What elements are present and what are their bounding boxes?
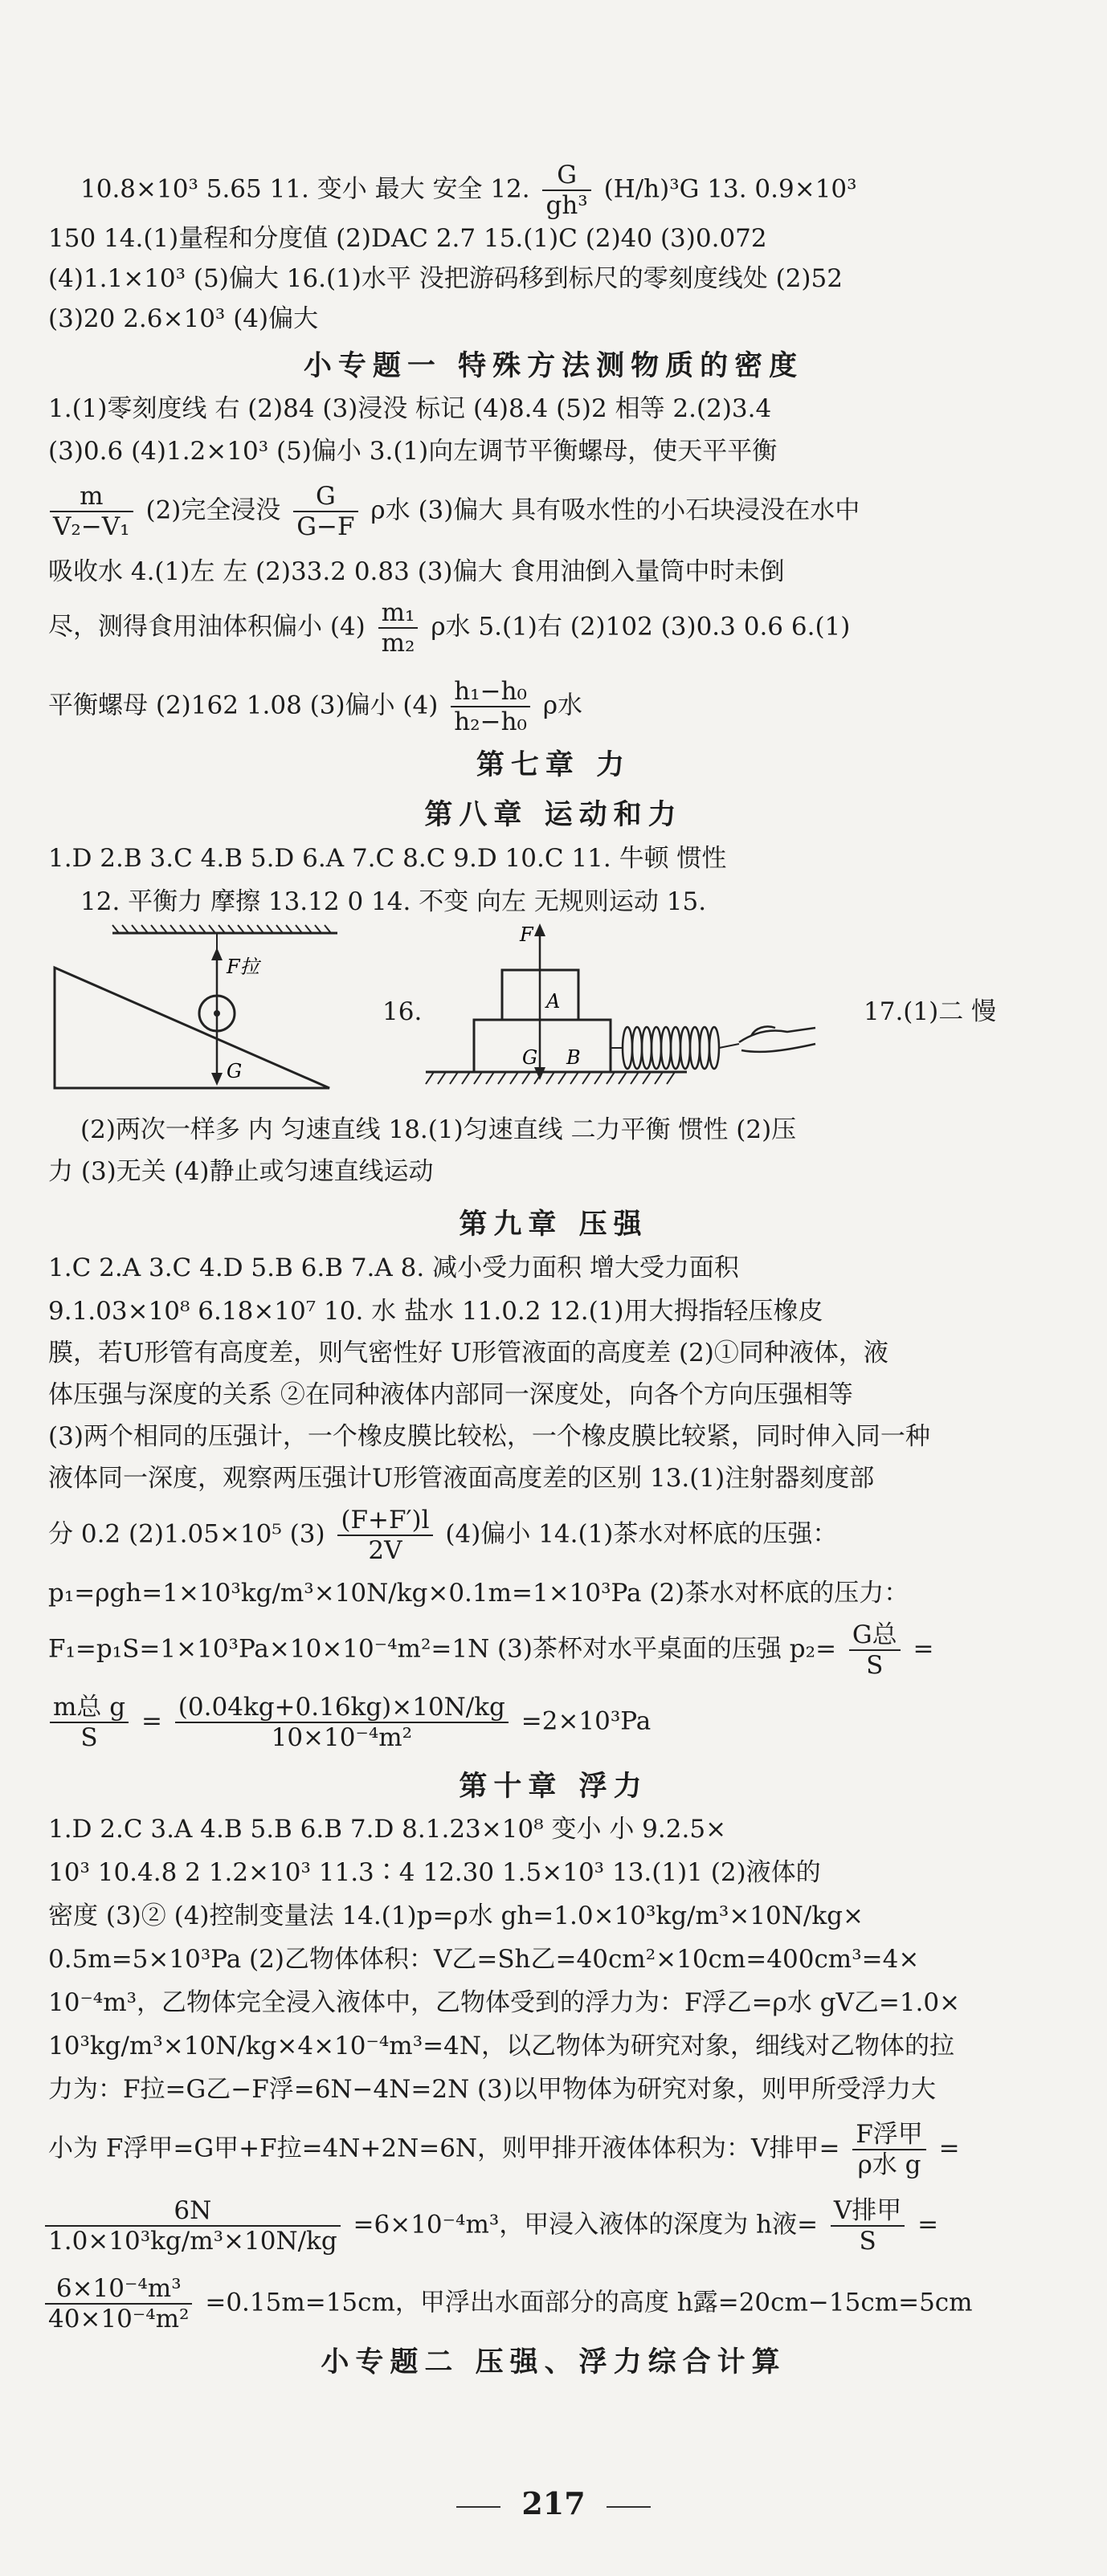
text-line: 力 (3)无关 (4)静止或匀速直线运动 (48, 1157, 434, 1186)
text-line: 力为：F拉=G乙−F浮=6N−4N=2N (3)以甲物体为研究对象，则甲所受浮力大 (48, 2075, 936, 2104)
text-line: $\frac{m}{\text{V₂−V₁}}$ (2)完全浸没 $\frac{G}{G-F}$ ρ水 (3)偏大 具有吸水性的小石块浸没在水中 (45, 482, 860, 541)
fraction: m总 g S (50, 1693, 129, 1752)
text-line: 液体同一深度，观察两压强计U形管液面高度差的区别 13.(1)注射器刻度部 (48, 1464, 875, 1493)
chapter-title: 第九章 压强 (459, 1208, 648, 1241)
question-number: 16. (382, 997, 423, 1026)
force-label: F (520, 923, 533, 946)
chapter-title: 第十章 浮力 (459, 1770, 648, 1803)
text-line: 小为 F浮甲=G甲+F拉=4N+2N=6N，则甲排开液体体积为：V排甲= F浮甲 ρ水 g = (48, 2120, 960, 2179)
gravity-label: G (522, 1046, 538, 1069)
divider (607, 2506, 651, 2508)
page-number: 217 (0, 2485, 1107, 2521)
fraction: $\frac{\text{m₁}}{\text{m₂}}$ (378, 598, 419, 658)
text-line: m总 g S = $\frac{(0.04kg+0.16kg)\times 10N/kg}{\text{10×10⁻⁴m²}}$ =2×10³Pa (45, 1693, 651, 1752)
fraction: G总 S (849, 1620, 901, 1680)
top-line-3: (4)1.1×10³ (5)偏大 16.(1)水平 没把游码移到标尺的零刻度线处 (2)52 (48, 264, 843, 293)
gravity-label: G (227, 1060, 243, 1082)
fraction: $\frac{(0.04kg+0.16kg)\times 10N/kg}{\text{10×10⁻⁴m²}}$ (175, 1693, 509, 1752)
text-line: 体压强与深度的关系 ②在同种液体内部同一深度处，向各个方向压强相等 (48, 1380, 853, 1409)
chapter-title: 第七章 力 (476, 748, 631, 781)
fraction: $\frac{\text{h₁−h₀}}{\text{h₂−h₀}}$ (451, 677, 530, 736)
fraction: V排甲 S (831, 2196, 905, 2256)
text-line: 1.D 2.C 3.A 4.B 5.B 6.B 7.D 8.1.23×10⁸ 变小 小 9.2.5× (48, 1815, 727, 1844)
fraction: $\frac{6N}{\text{1.0×10³kg/m³×10N/kg}}$ (45, 2196, 341, 2256)
text-line: $\frac{\text{6×10⁻⁴m³}}{\text{40×10⁻⁴m²}}$ =0.15m=15cm，甲浮出水面部分的高度 h露=20cm−15cm=5cm (45, 2274, 973, 2333)
text-line: 1.(1)零刻度线 右 (2)84 (3)浸没 标记 (4)8.4 (5)2 相等 2.(2)3.4 (48, 394, 772, 423)
hand-icon (739, 1026, 815, 1051)
text-line: 10³kg/m³×10N/kg×4×10⁻⁴m³=4N，以乙物体为研究对象，细线对乙物体的拉 (48, 2032, 954, 2060)
fraction: $\frac{G}{\text{gh³}}$ (542, 161, 590, 220)
text-line: 吸收水 4.(1)左 左 (2)33.2 0.83 (3)偏大 食用油倒入量筒中时未倒 (48, 557, 785, 586)
section-title: 小专题二 压强、浮力综合计算 (321, 2346, 786, 2378)
chapter-title: 第八章 运动和力 (424, 798, 683, 831)
force-label: F拉 (227, 956, 259, 978)
section-title: 小专题一 特殊方法测物质的密度 (303, 349, 804, 382)
text-line: 膜，若U形管有高度差，则气密性好 U形管液面的高度差 (2)①同种液体，液 (48, 1339, 888, 1367)
text-line: (2)两次一样多 内 匀速直线 18.(1)匀速直线 二力平衡 惯性 (2)压 (80, 1115, 797, 1144)
top-line-4: (3)20 2.6×10³ (4)偏大 (48, 304, 319, 333)
text-line: p₁=ρgh=1×10³kg/m³×10N/kg×0.1m=1×10³Pa (2)茶水对杯底的压力： (48, 1579, 909, 1608)
text-line: 1.C 2.A 3.C 4.D 5.B 6.B 7.A 8. 减小受力面积 增大受力面积 (48, 1253, 739, 1282)
text-line: 17.(1)二 慢 (864, 997, 997, 1026)
text-line: 10⁻⁴m³，乙物体完全浸入液体中，乙物体受到的浮力为：F浮乙=ρ水 gV乙=1.0× (48, 1988, 961, 2017)
text-line: 0.5m=5×10³Pa (2)乙物体体积：V乙=Sh乙=40cm²×10cm=400cm³=4× (48, 1945, 920, 1974)
text-line: 尽，测得食用油体积偏小 (4) $\frac{\text{m₁}}{\text{m₂}}$ ρ水 5.(1)右 (2)102 (3)0.3 0.6 6.(1) (48, 598, 851, 658)
spring (623, 1027, 719, 1069)
text-line: (3)两个相同的压强计，一个橡皮膜比较松，一个橡皮膜比较紧，同时伸入同一种 (48, 1422, 930, 1451)
top-line-1: 10.8×10³ 5.65 11. 变小 最大 安全 12. $\frac{G}{\text{gh³}}$ (H/h)³G 13. 0.9×10³ (80, 161, 857, 220)
text-line: $\frac{6N}{\text{1.0×10³kg/m³×10N/kg}}$ =6×10⁻⁴m³，甲浸入液体的深度为 h液= V排甲 S = (45, 2196, 938, 2256)
top-line-2: 150 14.(1)量程和分度值 (2)DAC 2.7 15.(1)C (2)40 (3)0.072 (48, 224, 767, 253)
fraction: $\frac{G}{G-F}$ (293, 482, 357, 541)
divider (456, 2506, 500, 2508)
block-b-label: B (566, 1046, 581, 1069)
text-line: 9.1.03×10⁸ 6.18×10⁷ 10. 水 盐水 11.0.2 12.(1)用大拇指轻压橡皮 (48, 1297, 823, 1326)
fraction: F浮甲 ρ水 g (852, 2120, 926, 2179)
text-line: F₁=p₁S=1×10³Pa×10×10⁻⁴m²=1N (3)茶杯对水平桌面的压强 p₂= G总 S = (48, 1620, 934, 1680)
fraction: $\frac{m}{\text{V₂−V₁}}$ (50, 482, 133, 541)
text-line: 分 0.2 (2)1.05×10⁵ (3) $\frac{(F+F')l}{2V}$ (4)偏小 14.(1)茶水对杯底的压强： (48, 1506, 838, 1565)
text-line: 平衡螺母 (2)162 1.08 (3)偏小 (4) $\frac{\text{h₁−h₀}}{\text{h₂−h₀}}$ ρ水 (48, 677, 583, 736)
text-line: 密度 (3)② (4)控制变量法 14.(1)p=ρ水 gh=1.0×10³kg/m³×10N/kg× (48, 1901, 864, 1930)
fraction: $\frac{\text{6×10⁻⁴m³}}{\text{40×10⁻⁴m²}}$ (45, 2274, 192, 2333)
text-line: 1.D 2.B 3.C 4.B 5.D 6.A 7.C 8.C 9.D 10.C 11. 牛顿 惯性 (48, 844, 727, 873)
figure-15-incline (48, 923, 345, 1100)
block-a-label: A (546, 990, 561, 1013)
text-line: 10³ 10.4.8 2 1.2×10³ 11.3∶4 12.30 1.5×10³ 13.(1)1 (2)液体的 (48, 1858, 821, 1887)
text-line: 12. 平衡力 摩擦 13.12 0 14. 不变 向左 无规则运动 15. (80, 887, 707, 916)
text-line: (3)0.6 (4)1.2×10³ (5)偏小 3.(1)向左调节平衡螺母，使天平平衡 (48, 437, 778, 466)
figure-16-blocks-spring (422, 915, 823, 1100)
fraction: $\frac{(F+F')l}{2V}$ (337, 1506, 432, 1565)
